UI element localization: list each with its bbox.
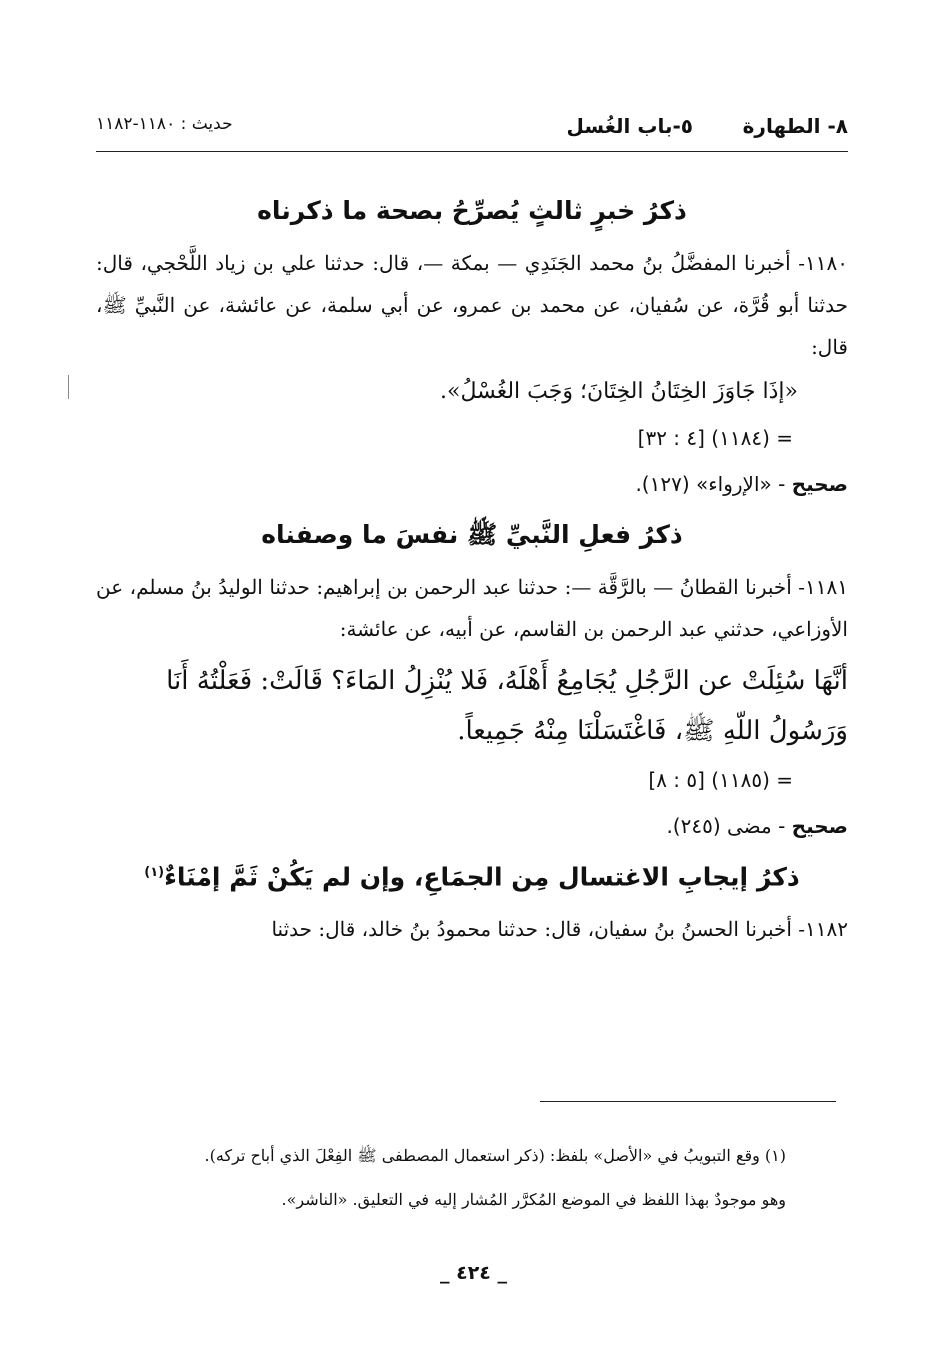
- footnotes: [96, 1134, 786, 1222]
- section-title: ٥-باب الغُسل: [566, 114, 693, 138]
- hadith-1180-chain: ١١٨٠- أخبرنا المفضَّلُ بنُ محمد الجَنَدِي — بمكة —، قال: حدثنا علي بن زياد اللَّحْجي، قال: حدثنا أبو قُرَّة، عن سُفيان، عن محمد بن عمرو، عن أبي سلمة، عن عائشة، عن النَّبيِّ ﷺ، قال:: [96, 251, 848, 359]
- hadith-1181-text-line-2: وَرَسُولُ اللّهِ ﷺ، فَاغْتَسَلْنَا مِنْهُ جَمِيعاً.: [457, 716, 848, 746]
- hadith-1180-text: «إذَا جَاوَزَ الخِتَانُ الخِتَانَ؛ وَجَبَ الغُسْلُ».: [439, 379, 798, 404]
- grade-label: صحيح: [791, 472, 848, 496]
- footnote-1-continued: وهو موجودٌ بهذا اللفظ في الموضع المُكرَّر المُشار إليه في التعليق. «الناشر».: [281, 1190, 786, 1209]
- section-heading: [96, 856, 848, 894]
- hadith-1181-grade: [96, 806, 848, 846]
- section-heading: ذكرُ فعلِ النَّبيِّ ﷺ نفسَ ما وصفناه: [261, 520, 683, 549]
- margin-mark: [68, 375, 69, 399]
- grade-label: صحيح: [791, 814, 848, 838]
- footnote-1: (١) وقع التبويبُ في «الأصل» بلفظ: (ذكر استعمال المصطفى ﷺ الفِعْلَ الذي أباح تركه).: [204, 1146, 786, 1165]
- hadith-1181-chain: ١١٨١- أخبرنا القطانُ — بالرَّقَّة —: حدثنا عبد الرحمن بن إبراهيم: حدثنا الوليدُ بنُ مسلم، عن الأوزاعي، حدثني عبد الرحمن بن القاسم، عن أبيه، عن عائشة:: [96, 575, 848, 641]
- hadith-1181-text: [96, 656, 848, 756]
- hadith-1182-chain: ١١٨٢- أخبرنا الحسنُ بنُ سفيان، قال: حدثنا محمودُ بنُ خالد، قال: حدثنا: [271, 917, 848, 942]
- footnote-marker: (١): [144, 865, 165, 880]
- section-heading-text: ذكرُ إيجابِ الاغتسال مِن الجمَاعِ، وإن لم يَكُنْ ثَمَّ إمْنَاءٌ: [164, 862, 800, 892]
- main-text: [96, 190, 848, 950]
- chapter-title: ٨- الطهارة: [742, 114, 848, 138]
- footnote-divider: [540, 1101, 836, 1102]
- page-header: [96, 108, 848, 148]
- grade-source: - مضى (٢٤٥).: [666, 814, 792, 838]
- grade-source: - «الإرواء» (١٢٧).: [635, 472, 792, 496]
- page-number: _ ٤٢٤ _: [439, 1262, 508, 1284]
- hadith-1180-grade: [96, 464, 848, 504]
- hadith-1181-text-line-1: أنَّهَا سُئِلَتْ عن الرَّجُلِ يُجَامِعُ أَهْلَهُ، فَلا يُنْزِلُ المَاءَ؟ قَالَتْ: فَعَلْتُهُ أَنَا: [166, 666, 848, 696]
- hadith-1180-reference: = (١١٨٤) [٤ : ٣٢]: [637, 426, 793, 450]
- hadith-1181-reference: = (١١٨٥) [٥ : ٨]: [648, 768, 793, 792]
- header-divider: [96, 151, 848, 152]
- section-heading: ذكرُ خبرٍ ثالثٍ يُصرِّحُ بصحة ما ذكرناه: [257, 196, 687, 225]
- hadith-range: حديث : ١١٨٠-١١٨٢: [96, 114, 233, 134]
